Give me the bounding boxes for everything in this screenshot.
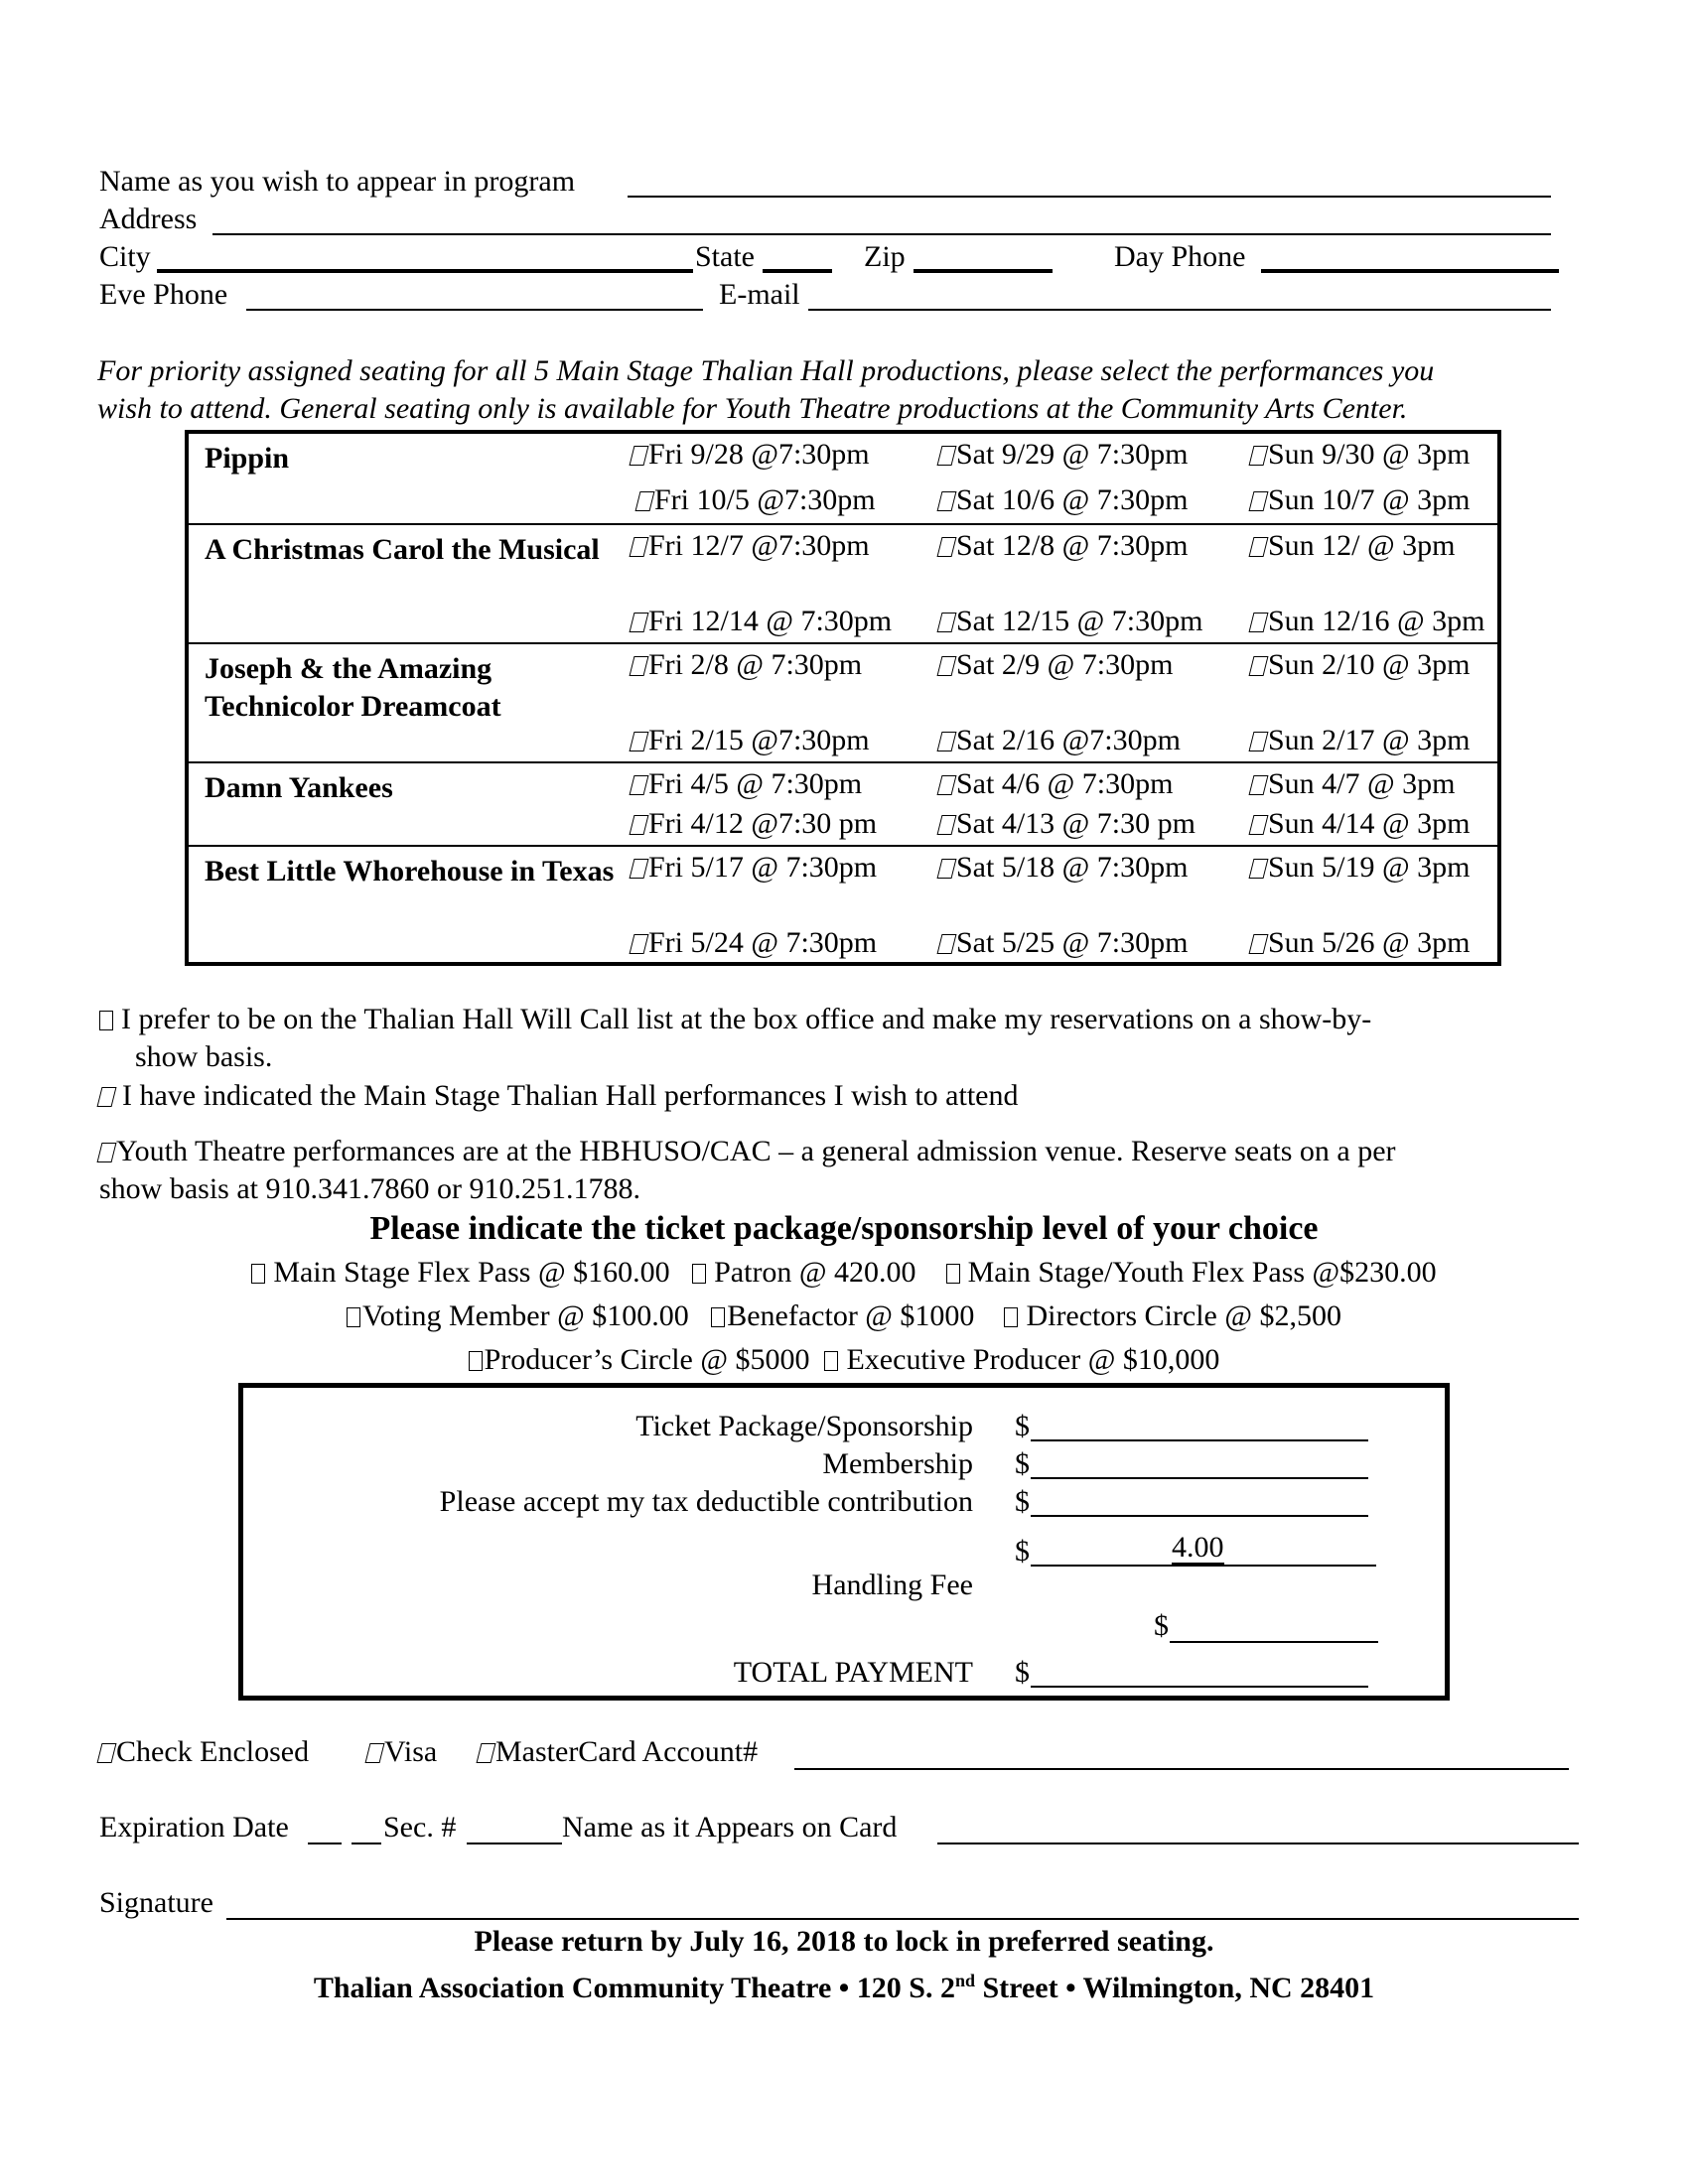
card-name-field[interactable]: [937, 1843, 1579, 1844]
checkbox-icon[interactable]: [630, 815, 649, 835]
ticket-package-label: Ticket Package/Sponsorship: [635, 1410, 973, 1442]
total-payment-field[interactable]: [1031, 1686, 1368, 1688]
checkbox-icon[interactable]: [937, 656, 957, 676]
currency-symbol: $: [1015, 1656, 1030, 1689]
signature-field[interactable]: [226, 1918, 1579, 1920]
performance-option[interactable]: Fri 5/17 @ 7:30pm: [632, 851, 877, 885]
city-label: City: [99, 240, 151, 273]
performance-option[interactable]: Sun 12/ @ 3pm: [1251, 529, 1455, 563]
expiration-month-field[interactable]: [308, 1843, 342, 1844]
city-field[interactable]: [157, 269, 693, 273]
performance-option[interactable]: Fri 4/5 @ 7:30pm: [632, 767, 862, 801]
performance-option[interactable]: Sun 2/17 @ 3pm: [1251, 724, 1470, 757]
ticket-package-amount-field[interactable]: [1031, 1439, 1368, 1441]
package-option[interactable]: Patron @ 420.00: [692, 1256, 915, 1289]
name-field[interactable]: [628, 196, 1551, 198]
performance-option[interactable]: Sun 12/16 @ 3pm: [1251, 605, 1484, 638]
will-call-option[interactable]: I prefer to be on the Thalian Hall Will Call list at the box office and make my reservations on a show-by-: [99, 1003, 1371, 1036]
checkbox-icon[interactable]: [630, 613, 649, 632]
checkbox-icon[interactable]: [1249, 732, 1269, 751]
youth-theatre-option[interactable]: Youth Theatre performances are at the HBHUSO/CAC – a general admission venue. Reserve seats on a per: [99, 1135, 1396, 1168]
show-row-best-little-whorehouse: [189, 845, 1497, 962]
packages-row-2: [0, 1299, 1688, 1333]
indicated-option[interactable]: I have indicated the Main Stage Thalian Hall performances I wish to attend: [99, 1079, 1018, 1113]
expiration-date-label: Expiration Date: [99, 1811, 289, 1843]
contribution-amount-field[interactable]: [1031, 1515, 1368, 1517]
performance-option[interactable]: Fri 2/8 @ 7:30pm: [632, 648, 862, 682]
show-title: A Christmas Carol the Musical: [205, 533, 600, 566]
card-name-label: Name as it Appears on Card: [562, 1811, 898, 1843]
payment-summary-box: [238, 1383, 1450, 1701]
packages-row-3: [0, 1343, 1688, 1377]
show-title: Damn Yankees: [205, 771, 393, 804]
checkbox-icon[interactable]: [937, 934, 957, 954]
performance-option[interactable]: Sun 4/7 @ 3pm: [1251, 767, 1455, 801]
package-option[interactable]: Main Stage/Youth Flex Pass @$230.00: [946, 1256, 1437, 1289]
performance-option[interactable]: Fri 2/15 @7:30pm: [632, 724, 870, 757]
checkbox-icon[interactable]: [937, 732, 957, 751]
checkbox-icon[interactable]: [1249, 815, 1269, 835]
check-enclosed-option[interactable]: Check Enclosed: [99, 1735, 309, 1769]
performance-option[interactable]: Sat 4/13 @ 7:30 pm: [939, 807, 1196, 841]
mastercard-option[interactable]: MasterCard Account#: [479, 1735, 758, 1769]
state-label: State: [695, 240, 755, 273]
state-field[interactable]: [763, 269, 832, 273]
performance-option[interactable]: Sun 2/10 @ 3pm: [1251, 648, 1470, 682]
show-title: Pippin: [205, 442, 290, 475]
checkbox-icon[interactable]: [251, 1264, 265, 1284]
membership-amount-field[interactable]: [1031, 1477, 1368, 1479]
account-number-field[interactable]: [794, 1768, 1569, 1770]
performance-option[interactable]: Fri 12/14 @ 7:30pm: [632, 605, 892, 638]
checkbox-icon[interactable]: [365, 1743, 385, 1763]
expiration-year-field[interactable]: [352, 1843, 381, 1844]
performance-option[interactable]: Sat 5/25 @ 7:30pm: [939, 926, 1188, 960]
packages-heading: Please indicate the ticket package/sponsorship level of your choice: [369, 1210, 1319, 1247]
performance-option[interactable]: Sun 10/7 @ 3pm: [1251, 483, 1470, 517]
address-label: Address: [99, 203, 198, 235]
package-option[interactable]: Benefactor @ $1000: [711, 1299, 974, 1332]
checkbox-icon[interactable]: [937, 775, 957, 795]
visa-option[interactable]: Visa: [367, 1735, 437, 1769]
checkbox-icon[interactable]: [630, 775, 649, 795]
checkbox-icon[interactable]: [711, 1307, 725, 1327]
checkbox-icon[interactable]: [97, 1743, 117, 1763]
packages-row-1: [0, 1256, 1688, 1290]
checkbox-icon[interactable]: [630, 934, 649, 954]
checkbox-icon[interactable]: [469, 1351, 483, 1371]
handling-fee-label: Handling Fee: [811, 1569, 973, 1601]
checkbox-icon[interactable]: [347, 1307, 360, 1327]
performance-option[interactable]: Sat 12/8 @ 7:30pm: [939, 529, 1188, 563]
security-code-field[interactable]: [467, 1843, 562, 1844]
package-option[interactable]: Producer’s Circle @ $5000: [469, 1343, 810, 1376]
intro-line-2: wish to attend. General seating only is available for Youth Theatre productions at the Community Arts Center.: [97, 392, 1408, 425]
performance-option[interactable]: Sat 9/29 @ 7:30pm: [939, 438, 1188, 472]
zip-label: Zip: [864, 240, 906, 273]
performance-option[interactable]: Sun 5/26 @ 3pm: [1251, 926, 1470, 960]
performance-table: [185, 430, 1501, 966]
performance-option[interactable]: Fri 4/12 @7:30 pm: [632, 807, 877, 841]
return-notice: Please return by July 16, 2018 to lock in preferred seating.: [474, 1925, 1214, 1958]
checkbox-icon[interactable]: [630, 859, 649, 879]
checkbox-icon[interactable]: [937, 815, 957, 835]
package-option[interactable]: Voting Member @ $100.00: [347, 1299, 689, 1332]
performance-option[interactable]: Fri 12/7 @7:30pm: [632, 529, 870, 563]
checkbox-icon[interactable]: [99, 1011, 113, 1030]
package-option[interactable]: Directors Circle @ $2,500: [1004, 1299, 1341, 1332]
checkbox-icon[interactable]: [630, 446, 649, 466]
show-row-joseph: [189, 642, 1497, 761]
checkbox-icon[interactable]: [946, 1264, 960, 1284]
package-option[interactable]: Main Stage Flex Pass @ $160.00: [251, 1256, 669, 1289]
checkbox-icon[interactable]: [937, 446, 957, 466]
performance-option[interactable]: Sun 9/30 @ 3pm: [1251, 438, 1470, 472]
show-title: Best Little Whorehouse in Texas: [205, 855, 615, 887]
checkbox-icon[interactable]: [635, 491, 655, 511]
security-code-label: Sec. #: [383, 1811, 457, 1843]
performance-option[interactable]: Sat 2/16 @7:30pm: [939, 724, 1181, 757]
zip-field[interactable]: [914, 269, 1053, 273]
day-phone-field[interactable]: [1261, 269, 1559, 273]
membership-label: Membership: [822, 1447, 973, 1480]
checkbox-icon[interactable]: [824, 1351, 838, 1371]
performance-option[interactable]: Fri 5/24 @ 7:30pm: [632, 926, 877, 960]
performance-option[interactable]: Sun 5/19 @ 3pm: [1251, 851, 1470, 885]
checkbox-icon[interactable]: [937, 859, 957, 879]
performance-option[interactable]: Sat 10/6 @ 7:30pm: [939, 483, 1188, 517]
currency-symbol: $: [1154, 1609, 1169, 1642]
signature-label: Signature: [99, 1886, 213, 1919]
email-label: E-mail: [719, 278, 800, 311]
checkbox-icon[interactable]: [1249, 491, 1269, 511]
performance-option[interactable]: Sat 12/15 @ 7:30pm: [939, 605, 1202, 638]
checkbox-icon[interactable]: [937, 613, 957, 632]
performance-option[interactable]: Fri 9/28 @7:30pm: [632, 438, 870, 472]
intro-line-1: For priority assigned seating for all 5 Main Stage Thalian Hall productions, please select the performances you: [97, 354, 1435, 387]
checkbox-icon[interactable]: [692, 1264, 706, 1284]
contribution-label: Please accept my tax deductible contribution: [439, 1485, 973, 1518]
checkbox-icon[interactable]: [1249, 537, 1269, 557]
checkbox-icon[interactable]: [1249, 934, 1269, 954]
performance-option[interactable]: Sat 2/9 @ 7:30pm: [939, 648, 1173, 682]
eve-phone-field[interactable]: [246, 309, 703, 311]
will-call-line-2: show basis.: [135, 1040, 273, 1073]
checkbox-icon[interactable]: [1004, 1307, 1018, 1327]
checkbox-icon[interactable]: [937, 491, 957, 511]
performance-option[interactable]: Sat 5/18 @ 7:30pm: [939, 851, 1188, 885]
checkbox-icon[interactable]: [1249, 775, 1269, 795]
checkbox-icon[interactable]: [630, 537, 649, 557]
show-row-damn-yankees: [189, 761, 1497, 845]
checkbox-icon[interactable]: [1249, 613, 1269, 632]
currency-symbol: $: [1015, 1447, 1030, 1480]
checkbox-icon[interactable]: [97, 1143, 117, 1162]
checkbox-icon[interactable]: [1249, 446, 1269, 466]
checkbox-icon[interactable]: [97, 1087, 117, 1107]
show-title: Joseph & the Amazing Technicolor Dreamcoat: [205, 652, 501, 723]
name-label: Name as you wish to appear in program: [99, 165, 576, 198]
eve-phone-label: Eve Phone: [99, 278, 228, 311]
theatre-address: Thalian Association Community Theatre • 120 S. 2nd Street • Wilmington, NC 28401: [313, 1971, 1375, 2004]
total-payment-label: TOTAL PAYMENT: [733, 1656, 973, 1689]
youth-theatre-line-2: show basis at 910.341.7860 or 910.251.1788.: [99, 1172, 640, 1205]
checkbox-icon[interactable]: [630, 732, 649, 751]
performance-option[interactable]: Sun 4/14 @ 3pm: [1251, 807, 1470, 841]
currency-symbol: $: [1015, 1410, 1030, 1442]
email-field[interactable]: [808, 309, 1551, 311]
address-field[interactable]: [212, 233, 1551, 235]
checkbox-icon[interactable]: [937, 537, 957, 557]
extra-amount-field[interactable]: [1170, 1641, 1378, 1643]
checkbox-icon[interactable]: [477, 1743, 496, 1763]
currency-symbol: $: [1015, 1485, 1030, 1518]
checkbox-icon[interactable]: [1249, 656, 1269, 676]
performance-option[interactable]: Sat 4/6 @ 7:30pm: [939, 767, 1173, 801]
package-option[interactable]: Executive Producer @ $10,000: [824, 1343, 1219, 1376]
checkbox-icon[interactable]: [630, 656, 649, 676]
currency-symbol: $: [1015, 1535, 1030, 1568]
show-row-christmas-carol: [189, 523, 1497, 642]
checkbox-icon[interactable]: [1249, 859, 1269, 879]
performance-option[interactable]: Fri 10/5 @7:30pm: [637, 483, 876, 517]
day-phone-label: Day Phone: [1114, 240, 1246, 273]
show-row-pippin: [189, 434, 1497, 523]
handling-fee-value: 4.00: [1172, 1531, 1224, 1564]
